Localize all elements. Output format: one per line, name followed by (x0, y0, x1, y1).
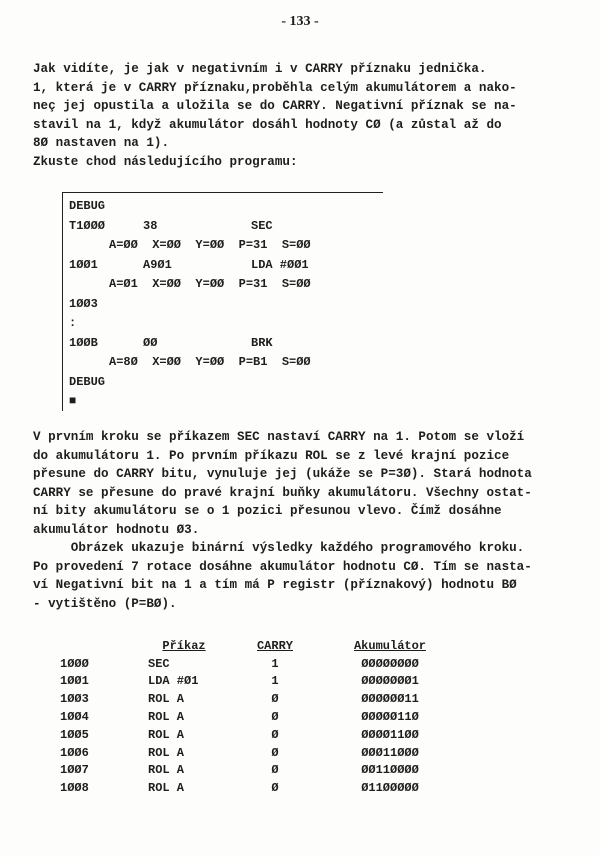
table-cell: Ø (271, 710, 279, 725)
table-cell: ROL A (148, 692, 185, 707)
table-cell: Ø (271, 692, 279, 707)
table-cell: ØØØØØØØ1 (361, 674, 419, 689)
table-cell: 1 (271, 674, 279, 689)
text-line: ví Negativní bit na 1 a tím má P registr (příznakový) hodnotu BØ (33, 578, 517, 592)
table-row (60, 655, 450, 673)
table-cell: Ø (271, 781, 279, 796)
text-line: stavil na 1, když akumulátor dosáhl hodnoty CØ (a zůstal až do (33, 117, 502, 132)
table-row (60, 708, 450, 726)
table-cell: 1ØØ5 (60, 727, 89, 742)
col-header: CARRY (256, 638, 293, 653)
code-field: 1ØØ1 (69, 257, 98, 272)
text-line: Po provedení 7 rotace dosáhne akumulátor hodnotu CØ. Tím se nasta- (33, 559, 532, 574)
code-field: LDA #ØØ1 (251, 257, 309, 272)
table-row (60, 690, 450, 708)
text-line: CARRY se přesune do pravé krajní buňky akumulátoru. Všechny ostat- (33, 485, 532, 500)
register-line: A=Ø1 X=ØØ Y=ØØ P=31 S=ØØ (109, 277, 311, 291)
code-field: 1ØØB (69, 335, 98, 350)
text-line: přesune do CARRY bitu, vynuluje jej (ukáže se P=3Ø). Stará hodnota (33, 467, 532, 481)
rotation-table (60, 637, 450, 797)
table-cell: ØØØØØ11Ø (361, 710, 419, 725)
table-cell: LDA #Ø1 (148, 674, 199, 689)
table-cell: ROL A (148, 745, 185, 760)
code-field: ØØ (143, 335, 158, 350)
code-field: A9Ø1 (143, 257, 172, 272)
table-cell: ØØØØØØ11 (361, 692, 419, 707)
table-cell: ØØØØ11ØØ (361, 727, 419, 742)
code-field: 1ØØ3 (69, 296, 98, 311)
table-cell: Ø (271, 763, 279, 778)
page-number: - 133 - (281, 14, 319, 29)
table-cell: ØØØØØØØØ (361, 656, 419, 671)
table-cell: 1ØØ6 (60, 745, 89, 760)
table-cell: 1ØØØ (60, 656, 89, 671)
table-cell: ØØØ11ØØØ (361, 745, 419, 760)
code-listing (62, 192, 383, 411)
text-line: Jak vidíte, je jak v negativním i v CARRY příznaku jednička. (33, 62, 487, 76)
table-cell: 1ØØ7 (60, 763, 89, 778)
text-line: akumulátor hodnotu Ø3. (33, 522, 200, 537)
code-field: ■ (69, 394, 77, 408)
paragraph-2 (33, 428, 573, 613)
table-cell: 1 (271, 656, 279, 671)
code-field: BRK (251, 335, 273, 350)
text-line: V prvním kroku se příkazem SEC nastaví CARRY na 1. Potom se vloží (33, 430, 525, 444)
table-cell: Ø (271, 745, 279, 760)
text-line: 1, která je v CARRY příznaku,proběhla celým akumulátorem a nako- (33, 80, 517, 95)
table-cell: ØØ11ØØØØ (361, 763, 419, 778)
table-cell: 1ØØ8 (60, 781, 89, 796)
table-row (60, 726, 450, 744)
table-row (60, 673, 450, 691)
table-cell: 1ØØ3 (60, 692, 89, 707)
table-cell: SEC (148, 656, 170, 671)
register-line: A=ØØ X=ØØ Y=ØØ P=31 S=ØØ (109, 238, 311, 252)
text-line: Obrázek ukazuje binární výsledky každého programového kroku. (33, 541, 525, 555)
text-line: neç jej opustila a uložila se do CARRY. Negativní příznak se na- (33, 99, 517, 113)
code-field: DEBUG (69, 374, 106, 389)
table-row (60, 762, 450, 780)
code-field: 38 (143, 218, 158, 233)
table-cell: ROL A (148, 710, 185, 725)
register-line: A=8Ø X=ØØ Y=ØØ P=B1 S=ØØ (109, 355, 311, 369)
text-line: 8Ø nastaven na 1). (33, 136, 170, 150)
code-field: : (69, 316, 77, 330)
paragraph-1 (33, 60, 573, 171)
table-row (60, 779, 450, 797)
col-header (60, 637, 148, 655)
table-cell: Ø (271, 727, 279, 742)
col-header: Akumulátor (353, 638, 426, 653)
code-field: DEBUG (69, 199, 106, 213)
col-header: Příkaz (162, 638, 206, 653)
text-line: ní bity akumulátoru se o 1 pozici přesunou vlevo. Čímž dosáhne (33, 504, 502, 518)
table-cell: ROL A (148, 763, 185, 778)
table-cell: Ø11ØØØØØ (361, 781, 419, 796)
code-field: T1ØØØ (69, 218, 106, 233)
table-row (60, 744, 450, 762)
table-cell: 1ØØ4 (60, 710, 89, 725)
text-line: - vytištěno (P=BØ). (33, 596, 177, 611)
text-line: Zkuste chod následujícího programu: (33, 154, 298, 169)
table-cell: ROL A (148, 727, 185, 742)
text-line: do akumulátoru 1. Po prvním příkazu ROL se z levé krajní pozice (33, 448, 510, 463)
code-field: SEC (251, 218, 273, 233)
table-cell: 1ØØ1 (60, 674, 89, 689)
table-cell: ROL A (148, 781, 185, 796)
